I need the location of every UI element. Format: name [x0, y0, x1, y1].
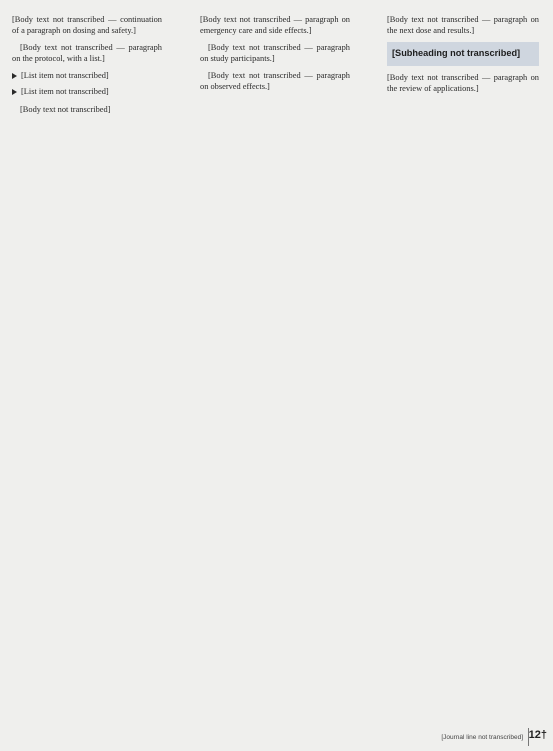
text-column-2 — [200, 14, 350, 720]
body-paragraph: [Body text not transcribed — paragraph on the protocol, with a list.] — [12, 43, 162, 64]
body-paragraph: [Body text not transcribed — continuation of a paragraph on dosing and safety.] — [12, 15, 162, 36]
bullet-item: [List item not transcribed] — [12, 70, 162, 81]
page-number: 12† — [528, 729, 547, 741]
text-column-1 — [12, 14, 162, 720]
page-footer — [0, 728, 553, 748]
body-paragraph: [Body text not transcribed] — [20, 104, 111, 114]
bullet-list — [12, 70, 162, 97]
text-column-3 — [387, 14, 539, 720]
bullet-item: [List item not transcribed] — [12, 86, 162, 97]
body-paragraph: [Body text not transcribed — paragraph on the review of applications.] — [387, 72, 539, 93]
body-paragraph: [Body text not transcribed — paragraph on the next dose and results.] — [387, 15, 539, 36]
journal-citation: [Journal line not transcribed] — [441, 734, 523, 741]
section-heading-box: [Subheading not transcribed] — [387, 42, 539, 66]
body-paragraph: [Body text not transcribed — paragraph on study participants.] — [200, 43, 350, 64]
body-paragraph: [Body text not transcribed — paragraph on emergency care and side effects.] — [200, 15, 350, 36]
body-paragraph: [Body text not transcribed — paragraph on observed effects.] — [200, 71, 350, 92]
